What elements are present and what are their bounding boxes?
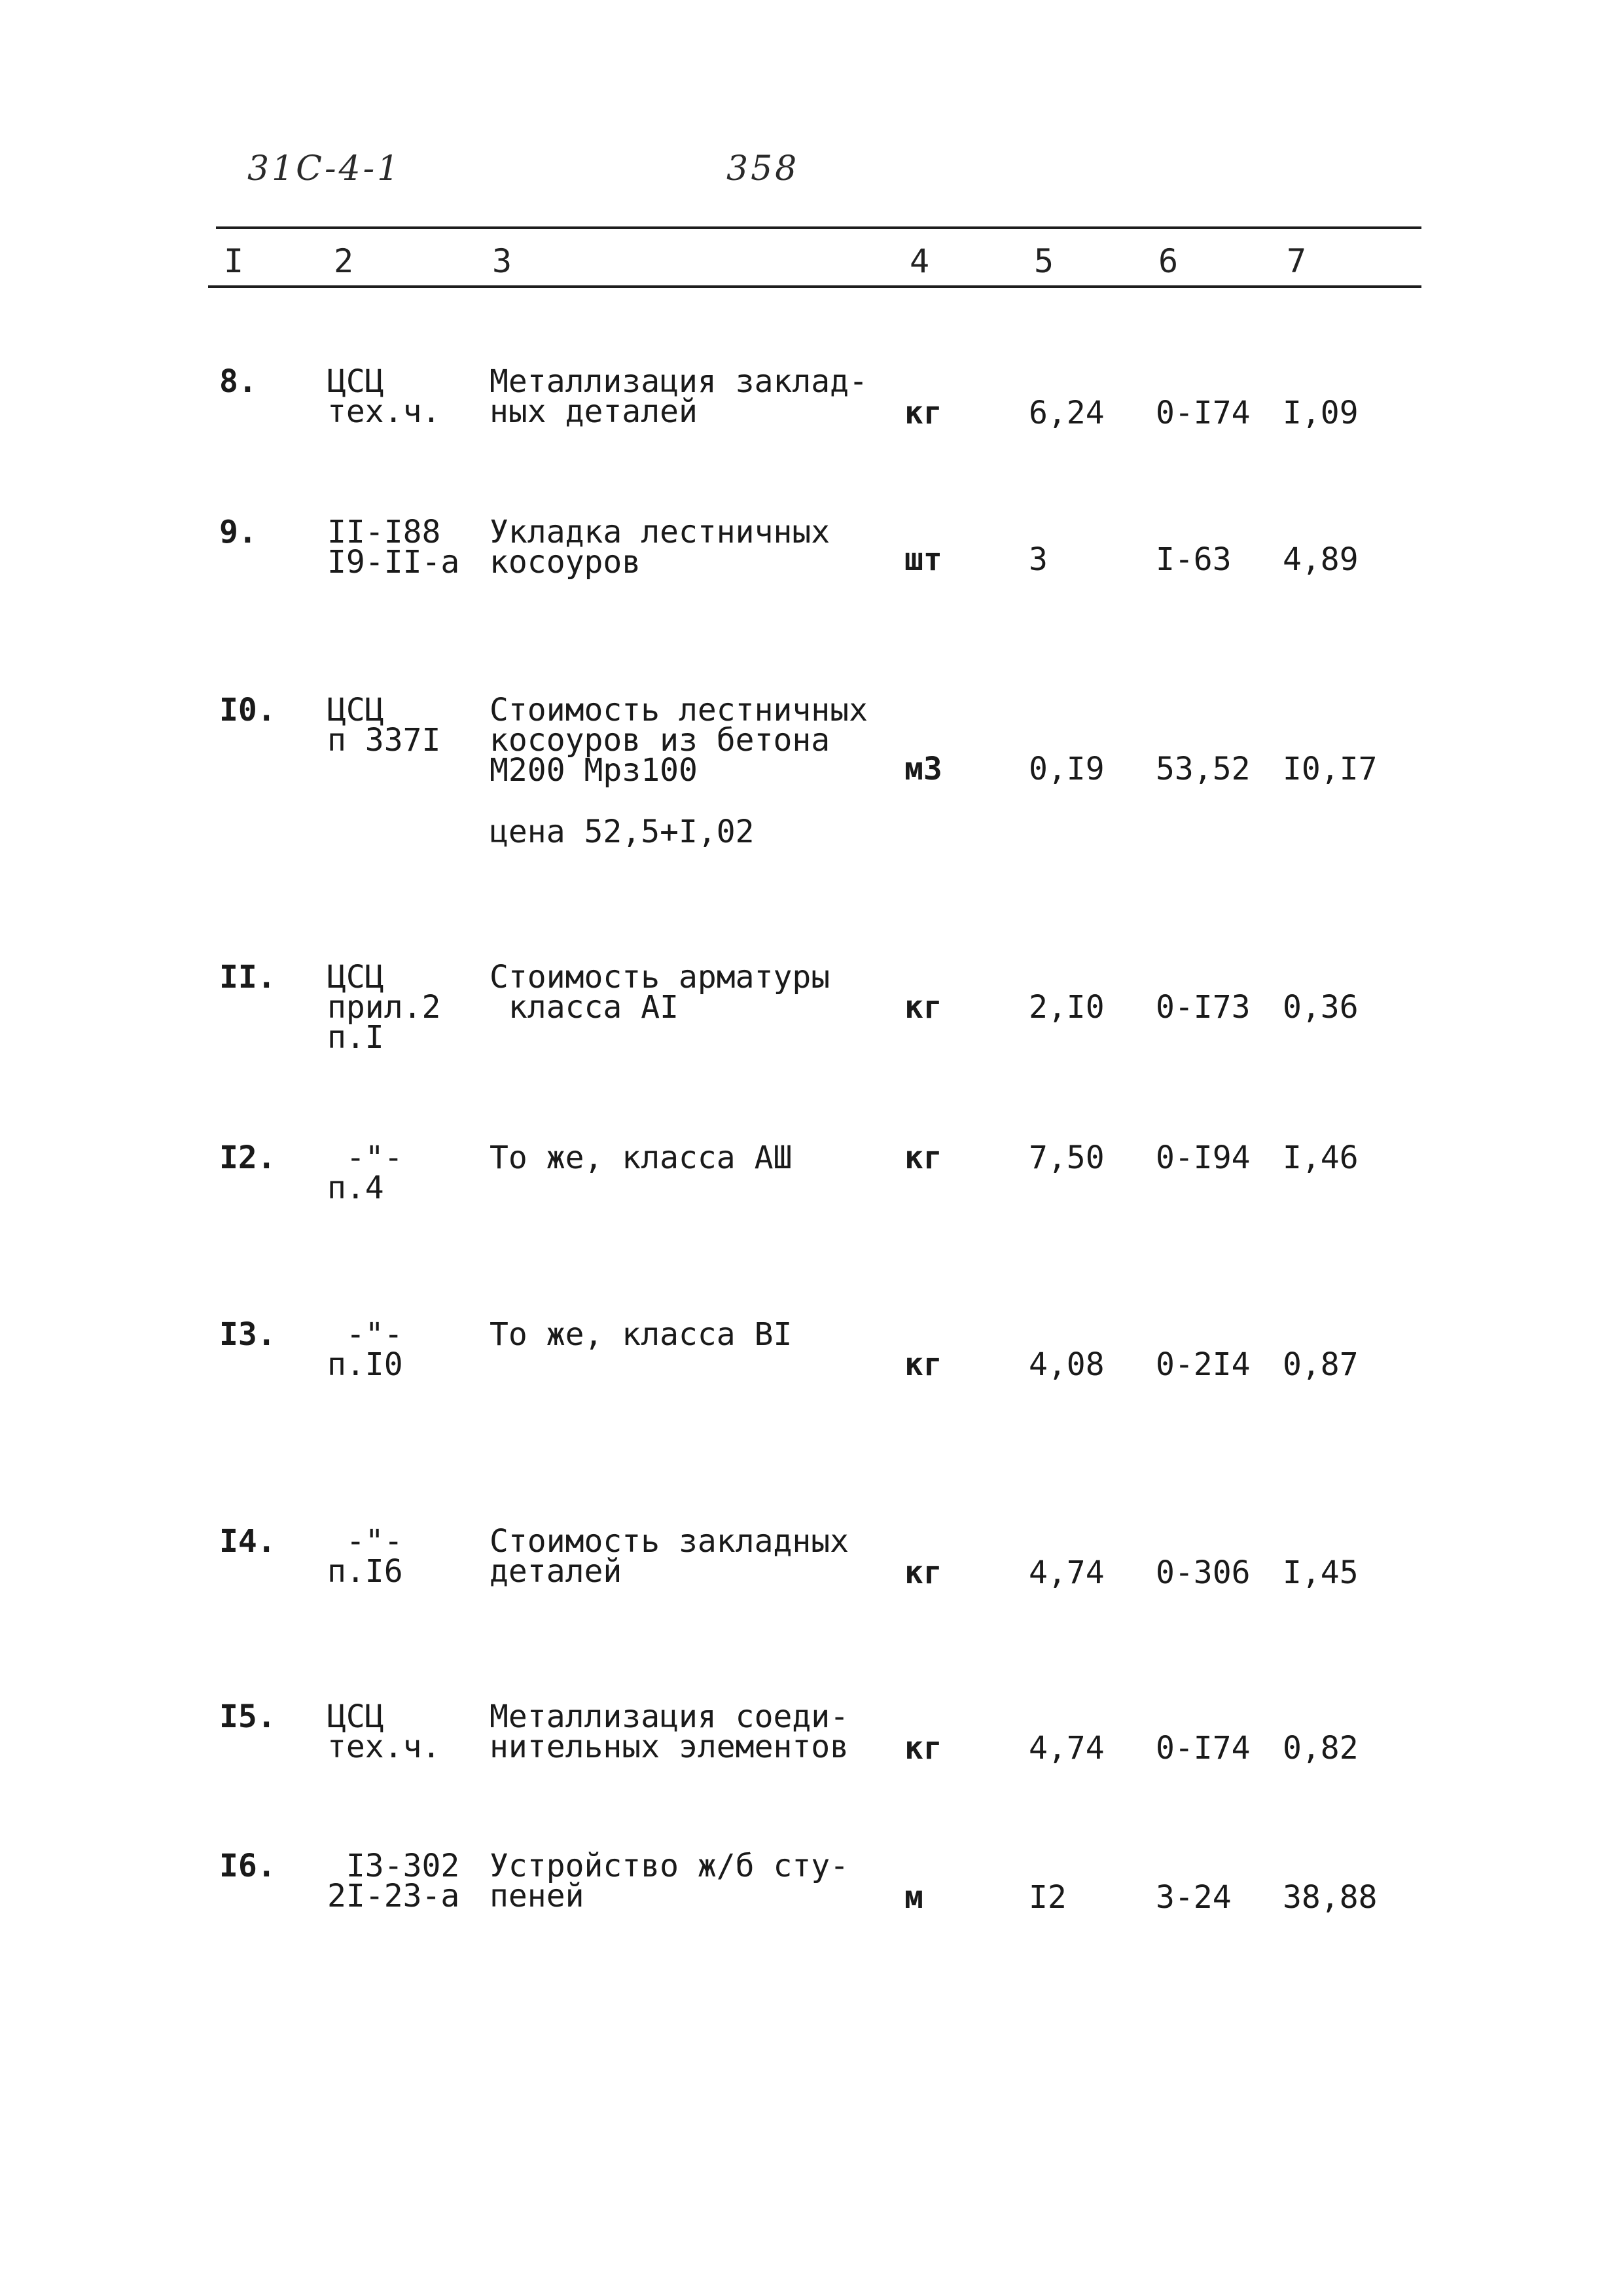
row-unit-line: шт [904,541,942,578]
row-reference [327,959,441,1056]
row-total [1283,1346,1359,1383]
row-description [490,959,830,1026]
row-reference-line: I9-II-а [327,544,460,581]
row-unit-line: м [904,1879,923,1916]
row-number [219,1523,276,1560]
row-number [219,692,276,728]
row-note-line: цена 52,5+I,02 [490,814,755,850]
row-unit-line: кг [904,989,942,1026]
row-description-line: Укладка лестничных [490,514,830,550]
row-unit [904,1139,942,1176]
row-number-line: I2. [219,1139,276,1176]
row-number [219,363,257,400]
row-number-line: 8. [219,363,257,400]
row-unit-line: кг [904,1554,942,1591]
row-total [1283,1554,1359,1591]
row-reference-line: п.I [327,1019,384,1056]
row-quantity-line: 2,I0 [1029,989,1105,1026]
row-total [1283,989,1359,1026]
row-quantity [1029,1730,1105,1767]
row-number-line: 9. [219,514,257,550]
row-description [490,1848,849,1914]
row-unit [904,541,942,578]
row-reference-line: ЦСЦ [327,1698,384,1735]
row-unit-price [1156,751,1251,787]
row-reference [327,363,441,430]
row-quantity [1029,1879,1067,1916]
row-reference-line: п 337I [327,722,441,759]
row-unit-price [1156,989,1251,1026]
row-unit-line: кг [904,1139,942,1176]
document-code: 31С-4-1 [247,149,402,188]
row-number-line: I3. [219,1316,276,1353]
row-number [219,1848,276,1884]
row-reference-line: п.I0 [327,1346,403,1383]
column-header-2: 2 [334,242,354,280]
row-total [1283,751,1378,787]
row-reference-line: 2I-23-а [327,1878,460,1914]
row-unit-line: кг [904,395,942,431]
row-reference-line: I3-302 [327,1848,460,1884]
row-reference-line: тех.ч. [327,393,441,430]
row-unit-line: кг [904,1346,942,1383]
row-note [490,814,755,850]
row-total-line: I,45 [1283,1554,1359,1591]
row-reference [327,1698,441,1765]
row-reference [327,692,441,759]
row-unit-price-line: 0-I74 [1156,1730,1251,1767]
row-unit [904,1730,942,1767]
row-reference-line: -"- [327,1316,403,1353]
row-quantity-line: 4,74 [1029,1554,1105,1591]
column-header-6: 6 [1158,242,1179,280]
row-quantity [1029,989,1105,1026]
row-reference [327,1523,403,1590]
row-unit-line: м3 [904,751,942,787]
row-unit-price-line: I-63 [1156,541,1232,578]
row-unit-price-line: 0-I73 [1156,989,1251,1026]
column-header-4: 4 [910,242,930,280]
row-unit [904,989,942,1026]
column-header-3: 3 [492,242,512,280]
row-description-line: То же, класса ВI [490,1316,793,1353]
column-header-1: I [224,242,244,280]
row-quantity-line: 7,50 [1029,1139,1105,1176]
row-total [1283,395,1359,431]
row-total-line: I,09 [1283,395,1359,431]
column-header-7: 7 [1287,242,1307,280]
row-description-line: деталей [490,1553,622,1590]
row-description-line: Стоимость арматуры [490,959,830,996]
row-reference [327,514,460,581]
row-unit-price [1156,395,1251,431]
row-total-line: 0,87 [1283,1346,1359,1383]
row-quantity [1029,541,1048,578]
row-unit [904,1879,923,1916]
row-unit [904,1346,942,1383]
row-number [219,1698,276,1735]
row-unit-price [1156,1879,1232,1916]
row-unit-price [1156,541,1232,578]
row-description-line: нительных элементов [490,1729,849,1765]
row-total-line: 38,88 [1283,1879,1378,1916]
row-unit-price-line: 0-I74 [1156,395,1251,431]
row-number-line: I5. [219,1698,276,1735]
row-description [490,1316,793,1353]
row-unit-price-line: 0-I94 [1156,1139,1251,1176]
row-reference-line: -"- [327,1139,403,1176]
row-number [219,1139,276,1176]
row-unit [904,751,942,787]
row-unit-price-line: 0-2I4 [1156,1346,1251,1383]
row-unit-price [1156,1554,1251,1591]
row-reference-line: п.4 [327,1170,384,1206]
row-total [1283,1139,1359,1176]
row-description-line: косоуров [490,544,641,581]
row-reference-line: ЦСЦ [327,692,384,728]
row-reference-line: ЦСЦ [327,363,384,400]
row-number-line: I6. [219,1848,276,1884]
row-total-line: 4,89 [1283,541,1359,578]
row-total [1283,1879,1378,1916]
row-quantity-line: 6,24 [1029,395,1105,431]
row-description-line: Устройство ж/б сту- [490,1848,849,1884]
row-description-line: Стоимость лестничных [490,692,868,728]
column-header-5: 5 [1034,242,1054,280]
row-description [490,1523,849,1590]
row-unit-price [1156,1139,1251,1176]
row-description-line: Стоимость закладных [490,1523,849,1560]
table-header-rule [208,285,1421,288]
row-unit-price-line: 53,52 [1156,751,1251,787]
row-quantity-line: 0,I9 [1029,751,1105,787]
row-quantity-line: 4,74 [1029,1730,1105,1767]
row-total-line: 0,82 [1283,1730,1359,1767]
row-description [490,514,830,581]
row-description-line: ных деталей [490,393,698,430]
row-unit-price-line: 3-24 [1156,1879,1232,1916]
row-quantity-line: 4,08 [1029,1346,1105,1383]
row-reference [327,1139,403,1206]
row-description [490,363,868,430]
row-quantity-line: I2 [1029,1879,1067,1916]
row-description-line: Металлизация соеди- [490,1698,849,1735]
row-reference-line: ЦСЦ [327,959,384,996]
row-description [490,692,868,789]
row-unit-price-line: 0-306 [1156,1554,1251,1591]
row-quantity [1029,1139,1105,1176]
row-reference-line: II-I88 [327,514,441,550]
row-reference-line: п.I6 [327,1553,403,1590]
table-top-rule [216,226,1421,229]
row-total-line: 0,36 [1283,989,1359,1026]
row-total [1283,1730,1359,1767]
row-number-line: I4. [219,1523,276,1560]
row-quantity [1029,751,1105,787]
row-unit-line: кг [904,1730,942,1767]
row-description [490,1698,849,1765]
row-number [219,514,257,550]
row-quantity-line: 3 [1029,541,1048,578]
row-reference [327,1848,460,1914]
row-total-line: I,46 [1283,1139,1359,1176]
row-unit-price [1156,1730,1251,1767]
row-description [490,1139,793,1176]
row-reference-line: -"- [327,1523,403,1560]
row-unit [904,395,942,431]
row-total [1283,541,1359,578]
row-quantity [1029,1346,1105,1383]
row-reference-line: тех.ч. [327,1729,441,1765]
row-description-line: М200 Мрз100 [490,752,698,789]
row-total-line: I0,I7 [1283,751,1378,787]
row-quantity [1029,1554,1105,1591]
row-description-line: То же, класса АШ [490,1139,793,1176]
row-number [219,959,276,996]
row-description-line: пеней [490,1878,584,1914]
row-unit-price [1156,1346,1251,1383]
row-reference [327,1316,403,1383]
row-quantity [1029,395,1105,431]
row-number-line: II. [219,959,276,996]
row-reference-line: прил.2 [327,989,441,1026]
row-unit [904,1554,942,1591]
row-number-line: I0. [219,692,276,728]
row-description-line: косоуров из бетона [490,722,830,759]
row-number [219,1316,276,1353]
row-description-line: класса АI [490,989,679,1026]
page-number: 358 [726,149,800,188]
row-description-line: Металлизация заклад- [490,363,868,400]
